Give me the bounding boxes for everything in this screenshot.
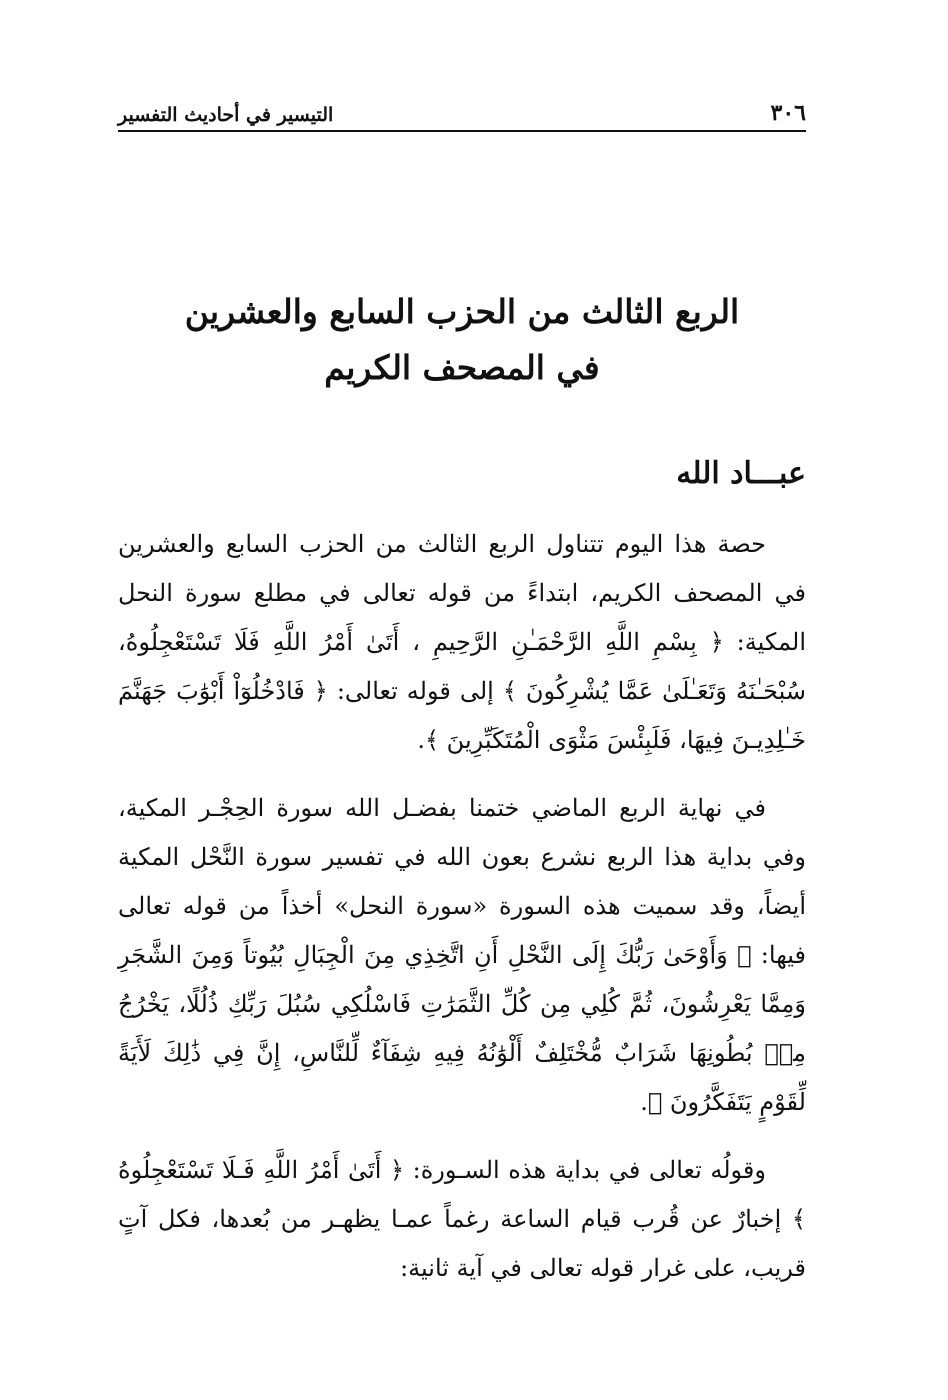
running-header	[118, 96, 806, 132]
chapter-heading	[118, 284, 806, 396]
paragraph-1	[118, 520, 806, 765]
paragraph-2	[118, 784, 806, 1127]
paragraph-2-text: في نهاية الربع الماضي ختمنا بفضـل الله سورة الحِجْـر المكية، وفي بداية هذا الربع نشرع بعون الله في تفسير سورة النَّحْل المكية أيضاً، وقد سميت هذه السورة «سورة النحل» أخذاً من قوله تعالى فيها: ﴿ وَأَوْحَىٰ رَبُّكَ إِلَى النَّحْلِ أَنِ اتَّخِذِي مِنَ الْجِبَالِ بُيُوتاً وَمِنَ الشَّجَرِ وَمِمَّا يَعْرِشُونَ، ثُمَّ كُلِي مِن كُلِّ الثَّمَرَٰتِ فَاسْلُكِي سُبُلَ رَبِّكِ ذُلُلًا، يَخْرُجُ مِنۢ بُطُونِهَا شَرَابٌ مُّخْتَلِفٌ أَلْوَٰنُهُ فِيهِ شِفَآءٌ لِّلنَّاسِ، إِنَّ فِي ذَٰلِكَ لَأَيَةً لِّقَوْمٍ يَتَفَكَّرُونَ ﴾.	[118, 794, 806, 1116]
chapter-heading-line-2: في المصحف الكريم	[324, 348, 600, 387]
paragraph-3-text: وقولُه تعالى في بداية هذه السـورة: ﴿ أَتَىٰ أَمْرُ اللَّهِ فَـلَا تَسْتَعْجِلُوهُ ﴾ إخبارٌ عن قُرب قيام الساعة رغماً عمـا يظهـر من بُعدها، فكل آتٍ قريب، على غرار قوله تعالى في آية ثانية:	[118, 1156, 806, 1282]
chapter-heading-line-1: الربع الثالث من الحزب السابع والعشرين	[184, 292, 740, 331]
paragraph-1-text: حصة هذا اليوم تتناول الربع الثالث من الحزب السابع والعشرين في المصحف الكريم، ابتداءً من قوله تعالى في مطلع سورة النحل المكية: ﴿ بِسْمِ اللَّهِ الرَّحْمَـٰنِ الرَّحِيمِ ، أَتَىٰ أَمْرُ اللَّهِ فَلَا تَسْتَعْجِلُوهُ، سُبْحَـٰنَهُ وَتَعَـٰلَىٰ عَمَّا يُشْرِكُونَ ﴾ إلى قوله تعالى: ﴿ فَادْخُلُوٓاْ أَبْوَٰبَ جَهَنَّمَ خَـٰلِدِيـنَ فِيهَا، فَلَبِئْسَ مَثْوَى الْمُتَكَبِّرِينَ ﴾.	[118, 530, 806, 754]
paragraph-3	[118, 1146, 806, 1293]
book-title: التيسير في أحاديث التفسير	[118, 104, 334, 126]
section-heading: عبـــاد الله	[676, 456, 806, 491]
page-number: ٣٠٦	[770, 100, 806, 126]
